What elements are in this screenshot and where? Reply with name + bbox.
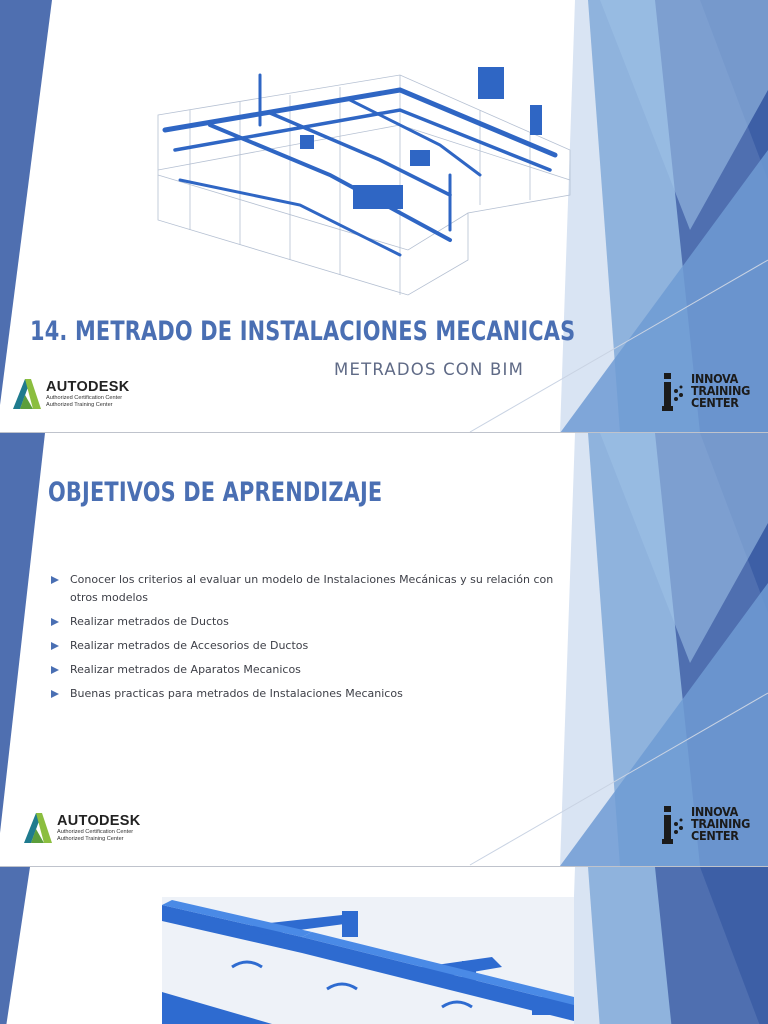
duct-closeup-image [162,897,574,1024]
innova-mark-icon [662,806,686,846]
autodesk-line-2: Authorized Training Center [57,836,124,842]
bullet-arrow-icon [51,666,59,674]
innova-line-2: TRAINING [691,816,751,831]
innova-line-1: INNOVA [691,804,738,819]
innova-logo [662,373,750,413]
autodesk-mark-icon [13,379,41,409]
innova-line-3: CENTER [691,828,739,843]
bullet-arrow-icon [51,690,59,698]
slide-title: 14. METRADO DE INSTALACIONES MECANICAS [30,316,576,347]
autodesk-line-1: Authorized Certification Center [57,829,134,835]
innova-line-2: TRAINING [691,383,751,398]
list-item [48,613,578,631]
autodesk-logo [24,813,141,843]
innova-line-3: CENTER [691,395,739,410]
list-item [48,685,578,703]
innova-mark-icon [662,373,686,413]
list-item-text: Realizar metrados de Aparatos Mecanicos [70,663,301,676]
objectives-list [48,571,578,709]
mechanical-model-image [150,55,580,305]
bullet-arrow-icon [51,642,59,650]
list-item [48,571,578,607]
autodesk-mark-icon [24,813,52,843]
slide-title: OBJETIVOS DE APRENDIZAJE [48,477,383,508]
list-item-text: Realizar metrados de Accesorios de Ductos [70,639,309,652]
autodesk-logo [13,379,130,409]
bullet-arrow-icon [51,576,59,584]
autodesk-line-1: Authorized Certification Center [46,395,123,401]
bullet-arrow-icon [51,618,59,626]
list-item-text: Buenas practicas para metrados de Instalaciones Mecanicos [70,687,403,700]
list-item-text: Realizar metrados de Ductos [70,615,229,628]
autodesk-brand: AUTODESK [46,379,130,395]
innova-line-1: INNOVA [691,371,738,386]
list-item [48,637,578,655]
innova-logo [662,806,750,846]
list-item-text: Conocer los criterios al evaluar un modelo de Instalaciones Mecánicas y su relación con otros modelos [70,573,554,604]
list-item [48,661,578,679]
slide-1 [0,0,768,432]
autodesk-brand: AUTODESK [57,813,141,829]
slide-3 [0,867,768,1024]
slide-subtitle: METRADOS CON BIM [334,360,524,379]
autodesk-line-2: Authorized Training Center [46,402,113,408]
